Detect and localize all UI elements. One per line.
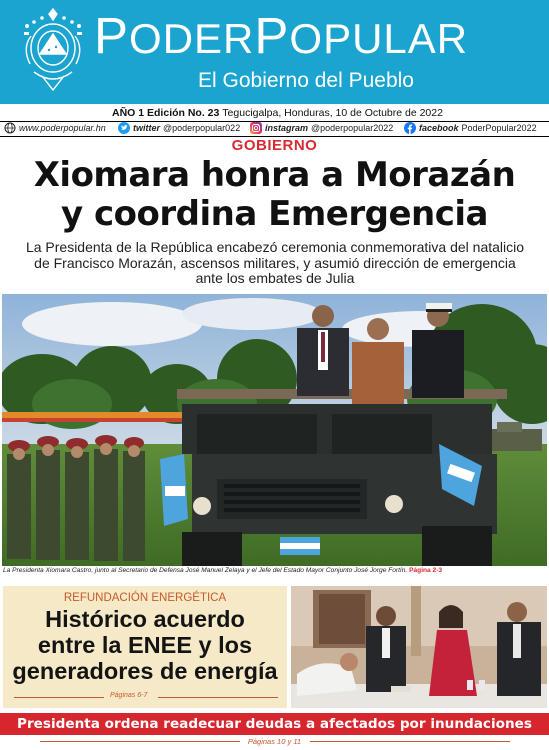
instagram-handle: @poderpopular2022 bbox=[311, 123, 394, 133]
lead-deck: La Presidenta de la República encabezó ceremonia conmemorativa del natalicio de Francisco Morazán, ascensos militares, y asumió dirección de emergencia ante los embates de Julia bbox=[25, 239, 525, 286]
edition-place-date: Tegucigalpa, Honduras, 10 de Octubre de 2022 bbox=[222, 107, 443, 119]
twitter-label: twitter bbox=[133, 123, 160, 133]
lead-photo[interactable] bbox=[2, 294, 547, 566]
social-bar bbox=[4, 121, 549, 135]
masthead-subtitle: El Gobierno del Pueblo bbox=[198, 69, 414, 92]
lead-kicker: GOBIERNO bbox=[231, 137, 318, 154]
twitter-handle: @poderpopular022 bbox=[163, 123, 241, 133]
secondary-headline-line: entre la ENEE y los bbox=[37, 632, 253, 658]
caption-text: La Presidenta Xiomara Castro, junto al Secretario de Defensa José Manuel Zelaya y el Jefe del Estado Mayor Conjunto José Jorge Fortín. bbox=[3, 567, 408, 574]
pages-rule-left bbox=[14, 697, 104, 698]
facebook-icon bbox=[404, 122, 416, 134]
secondary-photo[interactable] bbox=[291, 586, 547, 708]
banner-pages[interactable]: Páginas 10 y 11 bbox=[247, 737, 302, 746]
edition-number: Edición No. 23 bbox=[147, 107, 220, 119]
edition-line bbox=[112, 107, 443, 119]
secondary-headline-line: Histórico acuerdo bbox=[45, 606, 245, 632]
lead-headline[interactable] bbox=[0, 156, 549, 234]
facebook-label: facebook bbox=[419, 123, 459, 133]
secondary-story-box[interactable] bbox=[3, 586, 287, 708]
bottom-banner[interactable]: Presidenta ordena readecuar deudas a afectados por inundaciones bbox=[0, 713, 549, 735]
edition-year: AÑO 1 bbox=[112, 107, 145, 119]
instagram-icon bbox=[250, 122, 262, 134]
national-seal-icon bbox=[18, 6, 88, 92]
web-url: www.poderpopular.hn bbox=[19, 123, 106, 133]
caption-pages[interactable]: Página 2-3 bbox=[409, 567, 443, 574]
secondary-pages[interactable]: Páginas 6-7 bbox=[110, 692, 148, 699]
globe-icon bbox=[4, 122, 16, 134]
web-link[interactable] bbox=[4, 122, 106, 134]
instagram-label: instagram bbox=[265, 123, 309, 133]
secondary-headline-line: generadores de energía bbox=[12, 658, 278, 684]
masthead bbox=[0, 0, 549, 104]
twitter-link[interactable] bbox=[118, 122, 240, 134]
secondary-headline bbox=[3, 606, 287, 684]
pages-rule-right bbox=[158, 697, 278, 698]
lead-headline-line: Xiomara honra a Morazán bbox=[33, 155, 516, 195]
lead-headline-line: y coordina Emergencia bbox=[61, 194, 488, 234]
instagram-link[interactable] bbox=[250, 122, 393, 134]
twitter-icon bbox=[118, 122, 130, 134]
secondary-kicker: REFUNDACIÓN ENERGÉTICA bbox=[63, 592, 227, 604]
facebook-link[interactable] bbox=[404, 122, 537, 134]
masthead-title: PODERPOPULAR bbox=[94, 7, 469, 64]
lead-photo-caption bbox=[3, 567, 547, 574]
facebook-handle: PoderPopular2022 bbox=[461, 123, 537, 133]
footer-rule-right bbox=[310, 741, 510, 742]
